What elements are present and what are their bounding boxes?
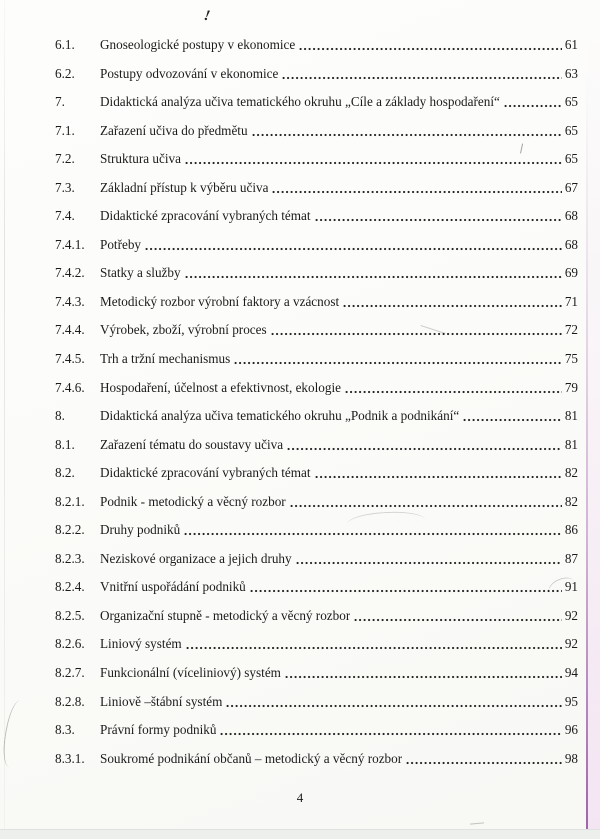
toc-entry-page: 68 [564,236,578,252]
toc-entry [55,321,578,350]
scan-artifact [470,822,484,824]
toc-entry [55,607,578,636]
toc-entry-title: Statky a služby [100,265,181,281]
toc-entry [55,578,578,607]
toc-entry-number: 7.4. [55,208,75,224]
toc-entry [55,693,578,722]
toc-entry-title: Právní formy podniků [100,722,217,738]
toc-entry-page: 67 [564,179,578,195]
toc-entry [55,350,578,379]
toc-entry-page: 71 [564,293,578,309]
toc-entry-number: 7.4.3. [55,293,85,309]
toc-entry-page: 86 [564,522,578,538]
toc-entry [55,635,578,664]
dot-leader [296,550,562,567]
toc-entry [55,664,578,693]
toc-entry-page: 81 [564,408,578,424]
toc-entry [55,293,578,322]
dot-leader [315,464,562,481]
dot-leader [186,635,562,652]
dot-leader [406,750,562,767]
toc-entry-title: Soukromé podnikání občanů – metodický a věcný rozbor [100,750,403,766]
toc-entry-page: 92 [564,636,578,652]
toc-entry-title: Trh a tržní mechanismus [100,351,231,367]
toc-entry-title: Didaktická analýza učiva tematického okruhu „Podnik a podnikání“ [100,408,460,424]
dot-leader [185,150,562,167]
toc-entry-page: 68 [564,208,578,224]
toc-entry-title: Struktura učiva [100,151,181,167]
toc-entry [55,65,578,94]
toc-entry-title: Potřeby [100,236,142,252]
dot-leader [282,65,561,82]
toc-entry [55,464,578,493]
toc-entry-number: 8.3. [55,722,75,738]
toc-entry-title: Hospodaření, účelnost a efektivnost, ekologie [100,379,341,395]
toc-entry [55,207,578,236]
toc-entry [55,36,578,65]
scan-edge-bottom [0,829,600,839]
toc-entry-number: 7.4.6. [55,379,85,395]
toc-entry-number: 7.2. [55,151,75,167]
toc-entry-title: Organizační stupně - metodický a věcný rozbor [100,607,351,623]
toc-entry [55,122,578,151]
toc-entry [55,750,578,779]
toc-entry-title: Podnik - metodický a věcný rozbor [100,493,286,509]
scan-edge-right-shade [588,0,600,830]
scan-edge-right-line [586,0,588,830]
page-footer [0,790,600,806]
toc-entry-page: 81 [564,436,578,452]
toc-entry-number: 8.2.5. [55,607,85,623]
toc-entry-number: 8.2.4. [55,579,85,595]
dot-leader [272,179,561,196]
toc-entry-page: 75 [564,351,578,367]
toc-entry-title: Zařazení tématu do soustavy učiva [100,436,284,452]
toc-entry-number: 8.2.1. [55,493,85,509]
toc-entry [55,407,578,436]
toc-entry-title: Didaktické zpracování vybraných témat [100,208,311,224]
dot-leader [343,293,562,310]
toc-entry [55,436,578,465]
dot-leader [345,379,562,396]
toc-entry-page: 63 [564,65,578,81]
dot-leader [220,721,561,738]
dot-leader [354,607,562,624]
toc-entry [55,150,578,179]
toc-entry-title: Zařazení učiva do předmětu [100,122,248,138]
toc-entry-page: 98 [564,750,578,766]
toc-entry-title: Liniový systém [100,636,182,652]
dot-leader [145,236,562,253]
toc-entry-title: Liniově –štábní systém [100,693,223,709]
toc-entry-number: 7.4.5. [55,351,85,367]
toc-entry-page: 61 [564,37,578,52]
toc-entry [55,721,578,750]
toc-entry-number: 8.2. [55,465,75,481]
toc-entry-page: 91 [564,579,578,595]
stray-ink-mark: ! [202,7,212,25]
toc-entry [55,93,578,122]
toc-entry-page: 65 [564,94,578,110]
toc-entry-number: 8.2.3. [55,550,85,566]
dot-leader [463,407,562,424]
dot-leader [299,36,562,53]
toc-entry-number: 8.2.2. [55,522,85,538]
toc-entry-number: 8.2.7. [55,665,85,681]
toc-entry-page: 65 [564,122,578,138]
toc-entry-title: Základní přístup k výběru učiva [100,179,269,195]
toc-entry-title: Postupy odvozování v ekonomice [100,65,279,81]
dot-leader [250,578,562,595]
scan-edge-left [4,0,5,830]
dot-leader [315,207,562,224]
toc-entry-page: 87 [564,550,578,566]
page-number: 4 [296,790,304,805]
toc-entry-title: Neziskové organizace a jejich druhy [100,550,292,566]
toc-entry-number: 7.4.4. [55,322,85,338]
toc-entry-number: 8.1. [55,436,75,452]
toc-entry-page: 96 [564,722,578,738]
toc-entry-title: Výrobek, zboží, výrobní proces [100,322,267,338]
scan-artifact [1,699,30,769]
toc-entry-title: Gnoseologické postupy v ekonomice [100,37,296,52]
toc-entry-page: 79 [564,379,578,395]
toc-entry-page: 82 [564,493,578,509]
dot-leader [285,664,562,681]
toc-entry [55,264,578,293]
dot-leader [184,521,562,538]
toc-entry-number: 8.3.1. [55,750,85,766]
toc-entry-page: 69 [564,265,578,281]
toc-entry-number: 6.1. [55,37,75,52]
dot-leader [287,436,562,453]
toc-entry-title: Didaktická analýza učiva tematického okruhu „Cíle a základy hospodaření“ [100,94,500,110]
toc-entry-title: Vnitřní uspořádání podniků [100,579,246,595]
toc-entry-page: 72 [564,322,578,338]
toc-entry-page: 95 [564,693,578,709]
dot-leader [234,350,562,367]
dot-leader [252,122,562,139]
toc-entry-title: Didaktické zpracování vybraných témat [100,465,311,481]
toc-entry-number: 8. [55,408,65,424]
toc-entry-number: 6.2. [55,65,75,81]
toc-entry [55,236,578,265]
toc-entry [55,550,578,579]
toc-entry-number: 7. [55,94,65,110]
dot-leader [226,693,561,710]
toc-entry-page: 92 [564,607,578,623]
toc-entry [55,493,578,522]
toc-entry-number: 7.1. [55,122,75,138]
toc-entry-title: Druhy podniků [100,522,181,538]
toc-entry-number: 7.4.2. [55,265,85,281]
toc-list [55,36,578,778]
toc-entry-title: Metodický rozbor výrobní faktory a vzácnost [100,293,340,309]
dot-leader [504,93,562,110]
toc-entry-page: 65 [564,151,578,167]
toc-entry [55,521,578,550]
toc-entry [55,379,578,408]
dot-leader [271,321,562,338]
toc-entry [55,179,578,208]
dot-leader [185,264,562,281]
dot-leader [290,493,562,510]
toc-entry-number: 8.2.6. [55,636,85,652]
toc-entry-number: 7.4.1. [55,236,85,252]
toc-entry-number: 8.2.8. [55,693,85,709]
toc-entry-title: Funkcionální (víceliniový) systém [100,665,281,681]
toc-entry-number: 7.3. [55,179,75,195]
toc-entry-page: 94 [564,665,578,681]
toc-entry-page: 82 [564,465,578,481]
